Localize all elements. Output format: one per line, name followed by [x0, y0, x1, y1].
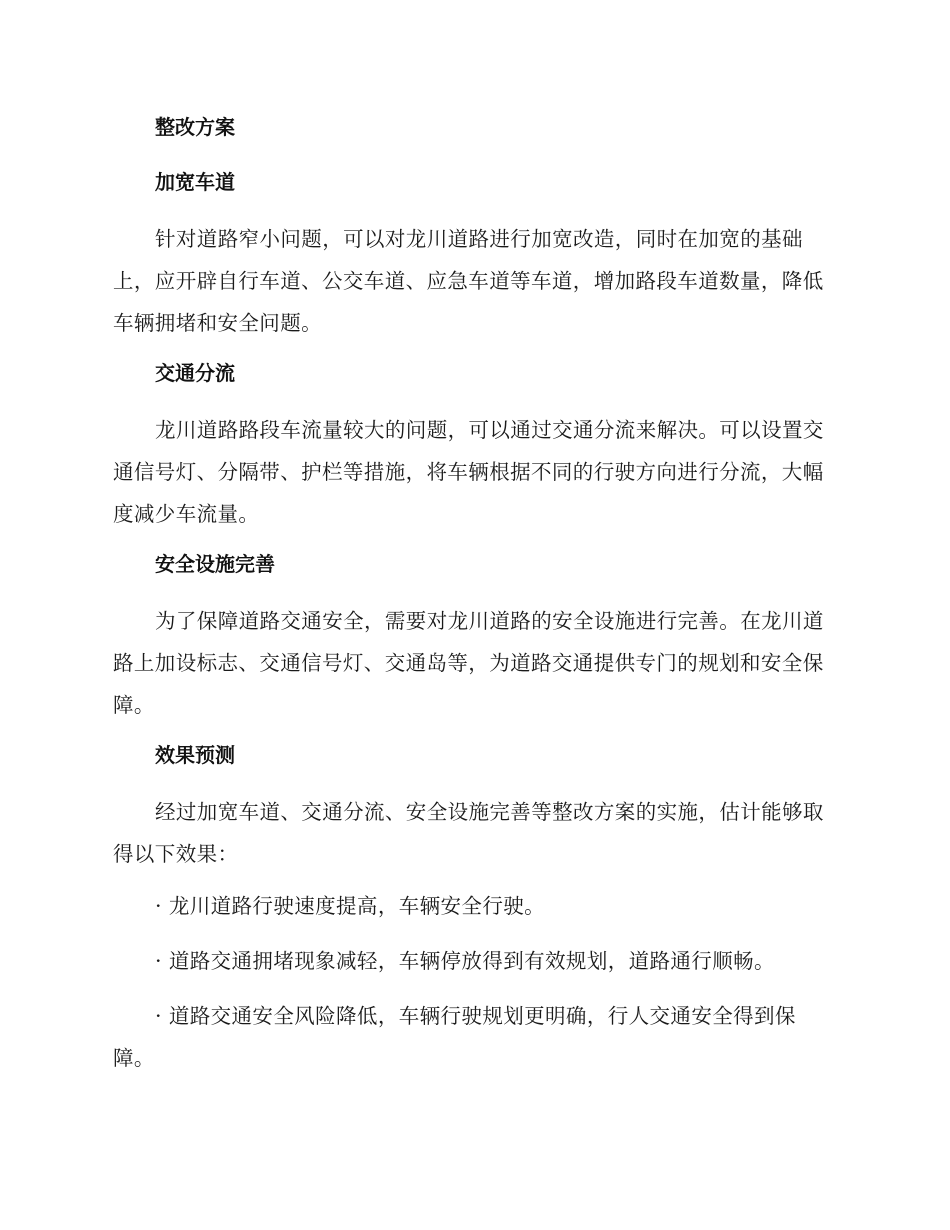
section-heading-widen-lanes: 加宽车道: [155, 170, 235, 194]
bullet-item: · 龙川道路行驶速度提高，车辆安全行驶。: [155, 894, 546, 918]
bullet-item: · 道路交通安全风险降低，车辆行驶规划更明确，行人交通安全得到保障。: [113, 1004, 796, 1070]
section-body-safety-facilities: 为了保障道路交通安全，需要对龙川道路的安全设施进行完善。在龙川道路上加设标志、交通信号灯、交通岛等，为道路交通提供专门的规划和安全保障。: [113, 609, 824, 717]
section-heading-traffic-diversion: 交通分流: [155, 361, 235, 385]
section-heading-safety-facilities: 安全设施完善: [155, 552, 275, 576]
section-body-widen-lanes: 针对道路窄小问题，可以对龙川道路进行加宽改造，同时在加宽的基础上，应开辟自行车道、公交车道、应急车道等车道，增加路段车道数量，降低车辆拥堵和安全问题。: [113, 227, 824, 335]
document-content: [113, 108, 833, 1092]
section-heading-effect-prediction: 效果预测: [155, 743, 235, 767]
bullet-item: · 道路交通拥堵现象减轻，车辆停放得到有效规划，道路通行顺畅。: [155, 949, 775, 973]
section-body-traffic-diversion: 龙川道路路段车流量较大的问题，可以通过交通分流来解决。可以设置交通信号灯、分隔带、护栏等措施，将车辆根据不同的行驶方向进行分流，大幅度减少车流量。: [113, 418, 824, 526]
document-title: 整改方案: [155, 115, 235, 139]
section-body-effect-prediction: 经过加宽车道、交通分流、安全设施完善等整改方案的实施，估计能够取得以下效果：: [113, 800, 824, 866]
